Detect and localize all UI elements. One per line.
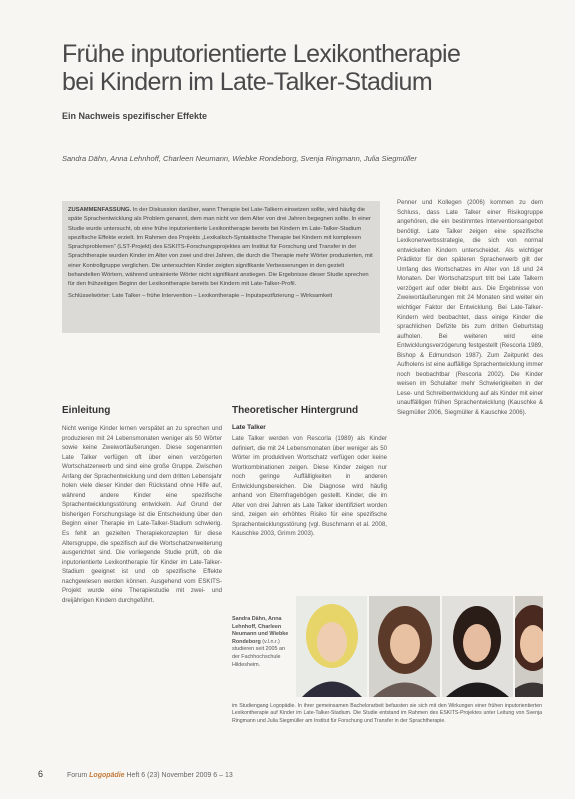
right-column-text: Penner und Kollegen (2006) kommen zu dem Schluss, dass Late Talker einer Risikogruppe angehören, die ein bestimmtes Interventionsangebot benötigt. Late Talker zeigen eine spezifische Lexikonerwerbsstrategie, die sich von normal entwickelten Kindern unterscheidet. Als wichtiger Prädiktor für den späteren Spracherwerb gilt der Umfang des Wortschatzes im Alter von 18 und 24 Monaten. Der Wortschatzspurt tritt bei Late Talkern verzögert auf oder bleibt aus. Die Ergebnisse von Zweiwortäußerungen mit 24 Monaten sind weiter ein wichtiger Faktor der Entwicklung. Bei Late-Talker-Kindern wird beobachtet, dass einige Kinder die sprachlichen Defizite bis zum dritten Geburtstag aufholen. Bei weiteren wird eine Entwicklungsverzögerung festgestellt (Rescorla 1989, Bishop & Edmundson 1987). Zum Zeitpunkt des Aufholens ist eine auffällige Sprachentwicklung immer noch beobachtbar (Rescorla 2002). Die Kinder weisen im Schulalter mehr Schwierigkeiten in der Lese- und Schreibentwicklung auf als Kinder mit einer unauffälligen frühen Sprachentwicklung (Kauschke & Siegmüller 2006, Siegmüller & Kauschke 2006). (397, 199, 543, 417)
issue-info: Heft 6 (23) November 2009 6 – 13 (126, 772, 233, 779)
page-number: 6 (38, 769, 44, 779)
portrait-photo-2 (369, 596, 440, 697)
photo-caption: Sandra Dähn, Anna Lehnhoff, Charleen Neumann und Wiebke Rondeborg (v.l.n.r.) studieren seit 2005 an der Fachhochschule Hildesheim. (232, 616, 289, 668)
photo-bio-text: im Studiengang Logopädie. In ihrer gemeinsamen Bachelorarbeit befassten sie sich mit den Wirkungen einer frühen inputorientierten Lexikontherapie auf Kinder im Late-Talker-Stadium. Die Studie entstand im Rahmen des ESKITS-Projektes unter Leitung von Svenja Ringmann und Julia Siegmüller am Institut für Forschung und Transfer in der Sprachtherapie. (232, 703, 542, 724)
article-subtitle: Ein Nachweis spezifischer Effekte (62, 111, 208, 121)
abstract-keywords: Schlüsselwörter: Late Talker – frühe Intervention – Lexikontherapie – Inputspezifizierung – Wirksamkeit (68, 292, 333, 299)
abstract-text: In der Diskussion darüber, wann Therapie bei Late-Talkern einsetzen sollte, wird häufig die späte Sprachentwicklung als Problem genannt, dem man nicht vor dem Alter von drei Jahren begegnen sollte. In einer Studie wurde untersucht, ob eine frühe inputorientierte Lexikontherapie bereits bei Kindern im Late-Talker-Stadium spezifische Effekte erzielt. Im Rahmen des Projekts „Lexikalisch-Syntaktische Therapie bei Kindern mit komplexen Sprachproblemen“ (LST-Projekt) des ESKITS-Forschungsprojektes am Institut für Forschung und Transfer in der Sprachtherapie wurden Kinder im Alter von zwei und drei Jahren, die durch die Therapie mehr Wörter produzierten, mit einer Kontrollgruppe verglichen. Die untersuchten Kinder zeigten signifikante Verbesserungen in den gezielt behandelten Wörtern, während untrainierte Wörter nicht signifikant anstiegen. Die Ergebnisse dieser Studie sprechen für den frühzeitigen Beginn der Lexikontherapie bereits bei Kindern mit Late-Talker-Profil. (68, 207, 373, 288)
portrait-photo-1 (296, 596, 367, 697)
author-list: Sandra Dähn, Anna Lehnhoff, Charleen Neumann, Wiebke Rondeborg, Svenja Ringmann, Julia Siegmüller (62, 154, 417, 163)
magazine-accent: Logopädie (89, 772, 125, 779)
article-title: Frühe inputorientierte Lexikontherapie bei Kindern im Late-Talker-Stadium (62, 40, 461, 96)
theory-text: Late Talker werden von Rescorla (1989) als Kinder definiert, die mit 24 Lebensmonaten über weniger als 50 Wörter im produktiven Wortschatz verfügen oder keine Wortkombinationen zeigen. Diese Kinder zeigen nur noch geringe Auffälligkeiten in anderen Entwicklungsbereichen. Die Diagnose wird häufig anhand von Elternfragebögen gestellt. Kinder, die im Alter von drei Jahren als Late Talker identifiziert worden sind, zeigen ein erhöhtes Risiko für eine spezifische Sprachentwicklungsstörung (vgl. Buschmann et al. 2008, Kauschke 2003, Grimm 2003). (232, 435, 387, 538)
portrait-photo-4 (515, 596, 543, 697)
portrait-photo-3 (442, 596, 513, 697)
late-talker-subheading: Late Talker (232, 424, 266, 431)
magazine-name: Forum (66, 772, 88, 779)
abstract-lead: ZUSAMMENFASSUNG. (68, 207, 132, 213)
page-footer (38, 769, 233, 779)
intro-heading: Einleitung (62, 405, 111, 416)
intro-text: Nicht wenige Kinder lernen verspätet an zu sprechen und produzieren mit 24 Lebensmonaten weniger als 50 Wörter sowie keine Zweiwortäußerungen. Diese sogenannten Late Talker verfügen oft über einen verzögerten Wortschatzerwerb und sind eine große Gruppe. Zwischen Anfang der Sprachentwicklung und dem dritten Lebensjahr holen viele dieser Kinder den Rückstand ohne Hilfe auf, während andere Kinder eine spezifische Sprachentwicklungsstörung entwickeln. Auf Grund der bisherigen Forschungslage ist die Entscheidung über den Beginn einer Therapie im Late-Talker-Stadium schwierig. Es fehlt an gezielten Therapiekonzepten für diese Altersgruppe, die spezifisch auf die Wortschatzerweiterung ausgerichtet sind. Die vorliegende Studie prüft, ob die inputorientierte Lexikontherapie für Kinder im Late-Talker-Stadium geeignet ist und ob spezifische Effekte nachgewiesen werden können. Ausgehend vom ESKITS-Projekt wurde eine Therapiestudie mit zwei- und dreijährigen Kindern durchgeführt. (62, 425, 222, 604)
abstract-box (62, 201, 380, 333)
theory-heading: Theoretischer Hintergrund (232, 405, 359, 416)
